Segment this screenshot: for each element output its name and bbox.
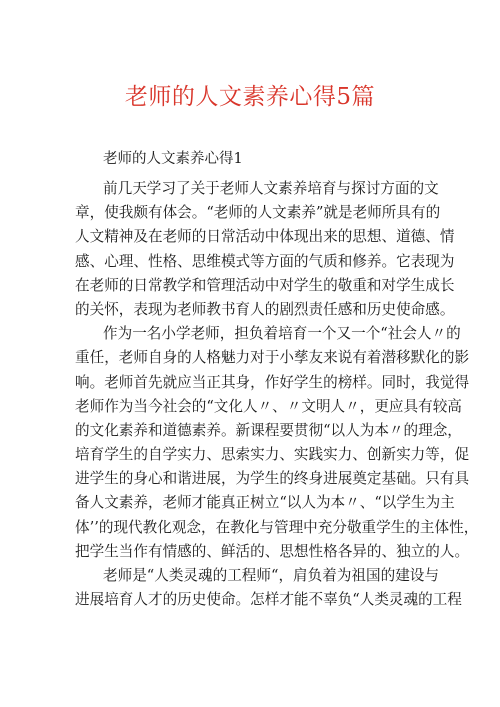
paragraph-line: 重任，老师自身的人格魅力对于小孳友来说有着潜移默化的影 <box>75 349 470 367</box>
paragraph-line: 老师作为当今社会的“文化人〃、〃文明人〃，更应具有较高 <box>75 397 462 415</box>
paragraph-line: 进学生的身心和谐进展，为学生的终身进展奠定基础。只有具 <box>75 470 470 488</box>
paragraph-line: 人文精神及在老师的日常活动中体现出来的思想、道德、情 <box>75 228 455 246</box>
paragraph-line: 的文化素养和道德素养。新课程要贯彻“以人为本〃的理念， <box>75 421 462 439</box>
paragraph-line: 老师是“人类灵魂的工程师“，肩负着为祖国的建设与 <box>103 567 439 584</box>
paragraph-line: 体’’的现代教化观念，在教化与管理中充分敬重学生的主体性， <box>75 518 479 536</box>
paragraph-line: 备人文素养，老师才能真正树立“以人为本〃、“以学生为主 <box>75 494 455 512</box>
paragraph-line: 在老师的日常教学和管理活动中对学生的敬重和对学生成长 <box>75 276 455 294</box>
body-text <box>75 177 479 612</box>
paragraph-line: 章，使我颇有体会。“老师的人文素养”就是老师所具有的 <box>75 204 441 222</box>
paragraph-line: 进展培育人才的历史使命。怎样才能不辜负“人类灵魂的工程 <box>75 591 462 609</box>
paragraph-line: 作为一名小学老师，担负着培育一个又一个“社会人〃的 <box>103 325 461 343</box>
paragraph-line: 培育学生的自学实力、思索实力、实践实力、创新实力等，促 <box>75 446 470 464</box>
paragraph-line: 前几天学习了关于老师人文素养培育与探讨方面的文 <box>103 180 439 197</box>
paragraph-line: 感、心理、性格、思维模式等方面的气质和修养。它表现为 <box>75 252 455 270</box>
paragraph-line: 响。老师首先就应当正其身，作好学生的榜样。同时，我觉得 <box>75 373 470 391</box>
section-heading: 老师的人文素养心得1 <box>103 151 243 167</box>
document-title: 老师的人文素养心得5篇 <box>124 84 376 110</box>
paragraph-line: 的关怀，表现为老师教书育人的剧烈责任感和历史使命感。 <box>75 300 455 318</box>
paragraph-line: 把学生当作有情感的、鲜活的、思想性格各异的、独立的人。 <box>75 542 470 560</box>
